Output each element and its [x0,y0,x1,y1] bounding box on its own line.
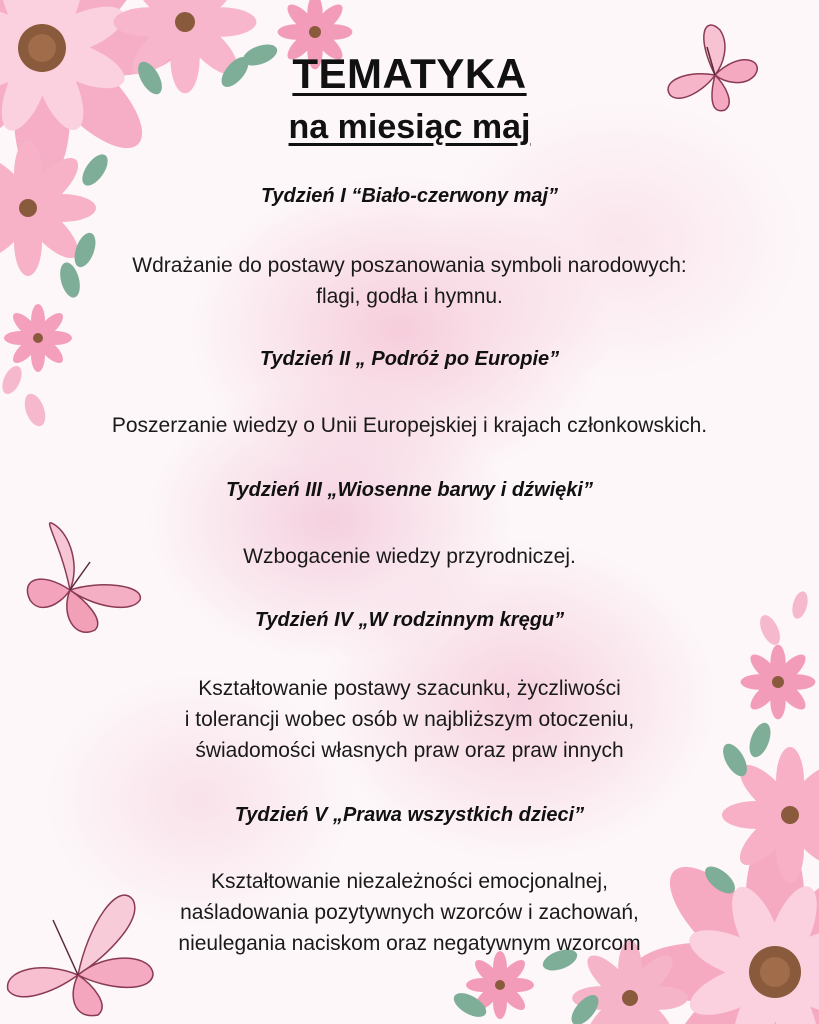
week-3-line-1: Wzbogacenie wiedzy przyrodniczej. [243,545,576,568]
page-title: TEMATYKA [292,50,527,97]
week-5-line-3: nieulegania naciskom oraz negatywnym wzorcom [178,932,641,955]
week-5-heading: Tydzień V „Prawa wszystkich dzieci” [234,804,585,826]
week-1-heading: Tydzień I “Biało-czerwony maj” [260,185,559,207]
week-2-line-1: Poszerzanie wiedzy o Unii Europejskiej i krajach członkowskich. [111,414,708,437]
week-4-line-3: świadomości własnych praw oraz praw innych [195,739,624,762]
week-1-line-2: flagi, godła i hymnu. [316,285,503,308]
week-2-heading: Tydzień II „ Podróż po Europie” [259,348,560,370]
page-subtitle: na miesiąc maj [288,108,531,146]
week-4-description [0,673,819,766]
week-5-line-2: naśladowania pozytywnych wzorców i zachowań, [180,901,639,924]
week-3-description [0,541,819,572]
week-4-line-2: i tolerancji wobec osób w najbliższym otoczeniu, [184,708,635,731]
week-4-heading: Tydzień IV „W rodzinnym kręgu” [254,609,565,631]
week-5-line-1: Kształtowanie niezależności emocjonalnej, [211,870,608,893]
week-1-description [0,250,819,312]
week-1-line-1: Wdrażanie do postawy poszanowania symboli narodowych: [132,254,687,277]
week-2-description [0,410,819,441]
week-3-heading: Tydzień III „Wiosenne barwy i dźwięki” [226,479,593,501]
week-4-line-1: Kształtowanie postawy szacunku, życzliwości [198,677,621,700]
week-5-description [0,866,819,959]
